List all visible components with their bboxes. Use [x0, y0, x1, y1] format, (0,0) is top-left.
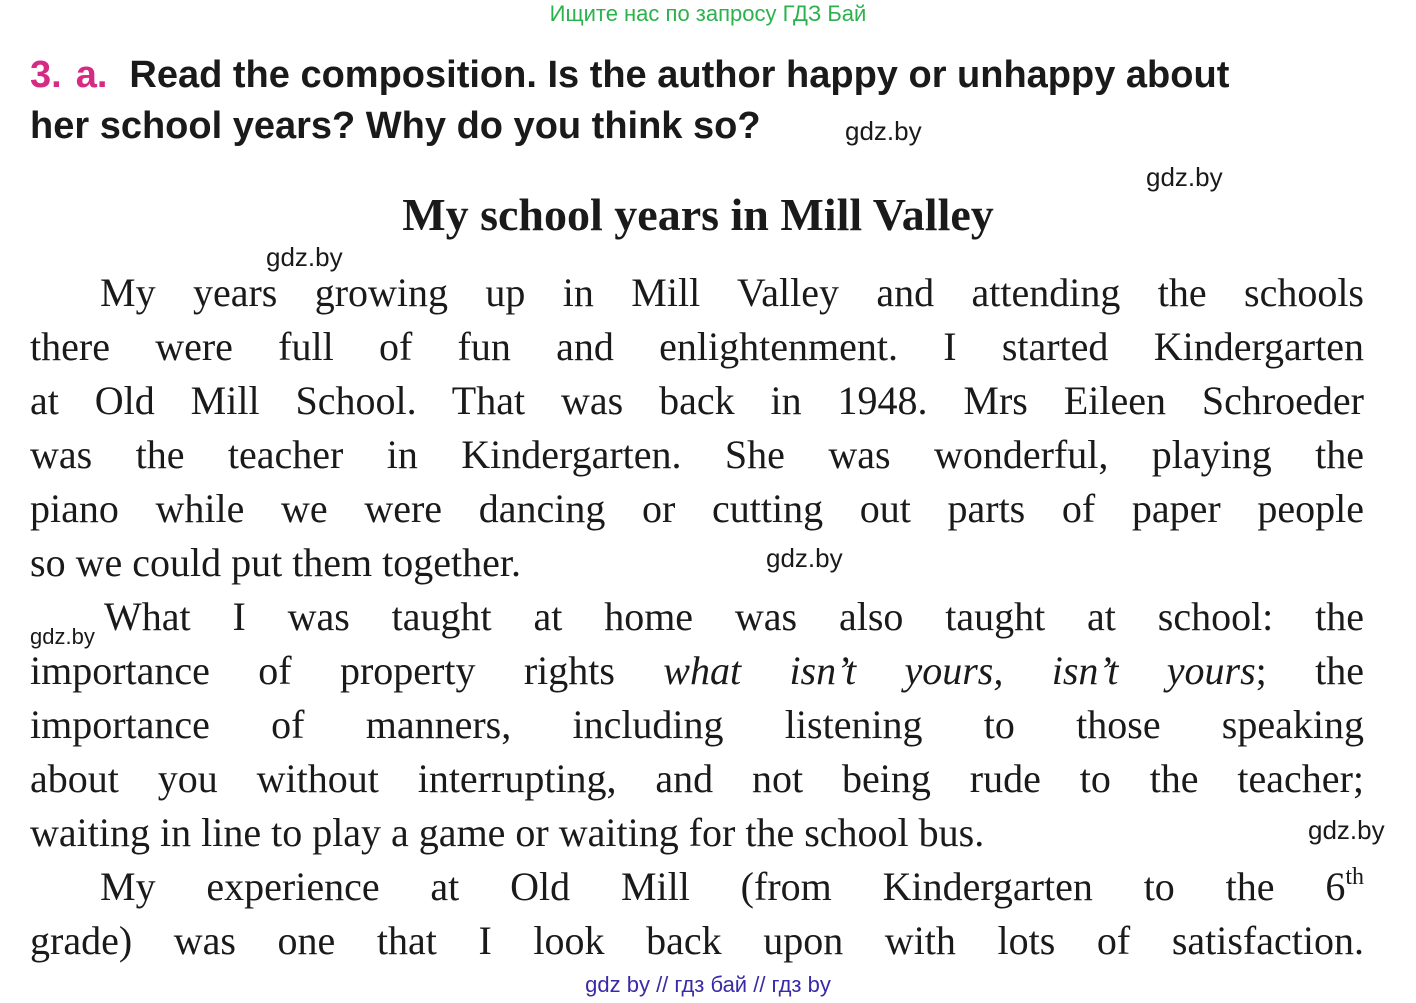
task-letter: a.	[75, 54, 108, 96]
text-segment: My experience at Old Mill (from Kindergarten to the 6	[100, 864, 1346, 909]
task-heading-line-2	[30, 101, 761, 151]
text-line: was the teacher in Kindergarten. She was wonderful, playing the	[30, 432, 1364, 477]
text-line: piano while we were dancing or cutting out parts of paper people	[30, 486, 1364, 531]
text-line: importance of manners, including listening to those speaking	[30, 702, 1364, 747]
text-line: so we could put them together.	[30, 540, 522, 585]
watermark: gdz.by	[766, 543, 843, 573]
text-line: there were full of fun and enlightenment. I started Kindergarten	[30, 324, 1364, 369]
top-banner: Ищите нас по запросу ГДЗ Бай	[549, 1, 867, 26]
watermark: gdz.by	[266, 242, 343, 272]
text-line: What I was taught at home was also taught at school: the	[104, 594, 1364, 639]
text-line: waiting in line to play a game or waiting for the school bus.	[30, 810, 985, 855]
text-line: at Old Mill School. That was back in 1948. Mrs Eileen Schroeder	[30, 378, 1364, 423]
text-line: grade) was one that I look back upon with lots of satisfaction.	[30, 918, 1364, 963]
text-line: My years growing up in Mill Valley and attending the schools	[100, 270, 1364, 315]
watermark: gdz.by	[30, 624, 95, 649]
superscript: th	[1345, 864, 1364, 890]
watermark: gdz.by	[1146, 162, 1223, 192]
task-number: 3.	[30, 54, 62, 96]
watermark: gdz.by	[1308, 815, 1385, 845]
text-segment: importance of property rights	[30, 648, 664, 693]
task-text-1: Read the composition. Is the author happy or unhappy about	[129, 54, 1230, 96]
watermark: gdz.by	[845, 116, 922, 146]
composition-title: My school years in Mill Valley	[402, 189, 994, 240]
task-heading-line-1	[30, 50, 1229, 100]
footer-links: gdz by // гдз бай // гдз by	[585, 972, 831, 997]
text-segment: ; the	[1255, 648, 1364, 693]
task-text-2: her school years? Why do you think so?	[30, 105, 761, 147]
italic-phrase: what isn’t yours, isn’t yours	[663, 648, 1256, 693]
text-line	[100, 860, 1364, 914]
text-line: about you without interrupting, and not being rude to the teacher;	[30, 756, 1364, 801]
text-line	[30, 644, 1364, 698]
